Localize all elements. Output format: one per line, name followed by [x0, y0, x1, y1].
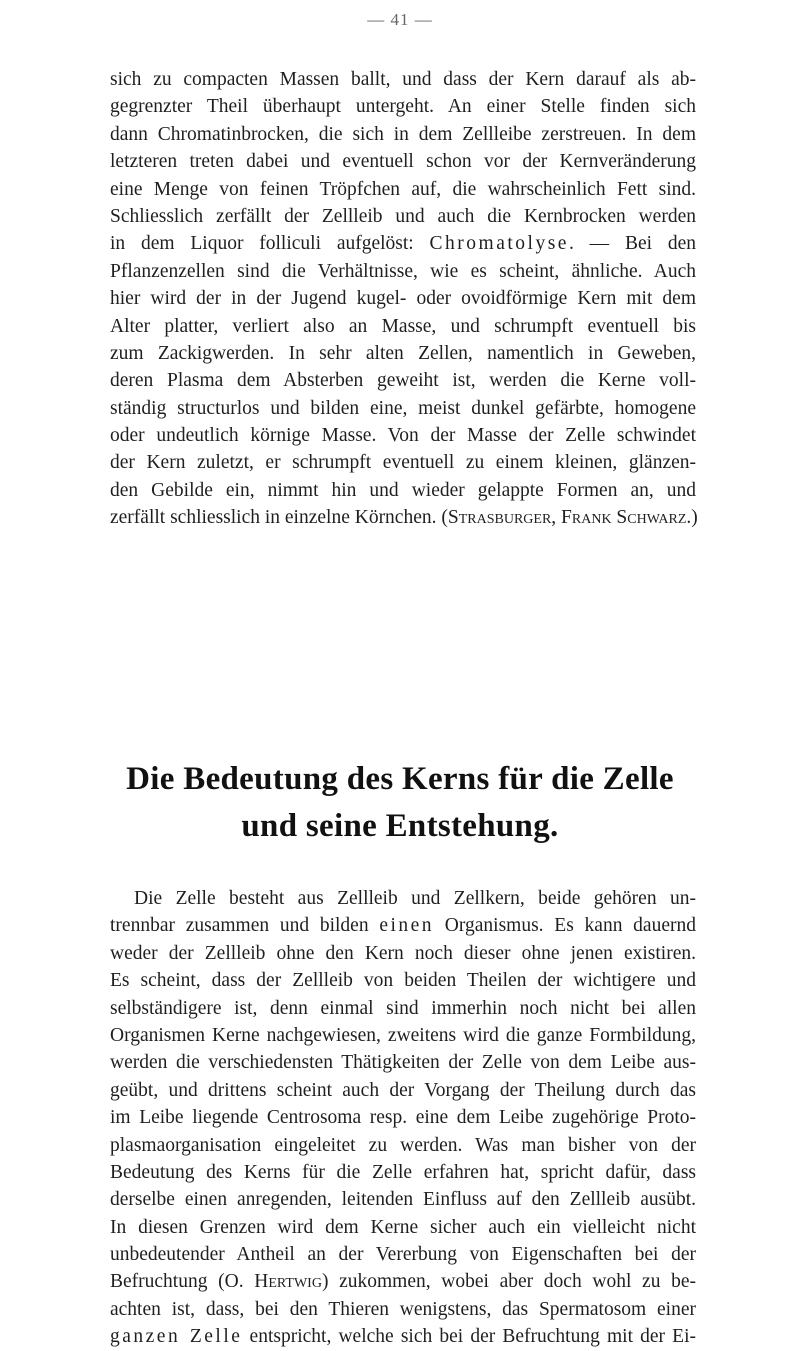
- text-line: der Kern zuletzt, er schrumpft eventuell zu einem kleinen, glänzen-: [110, 452, 696, 474]
- text-line: Organismen Kerne nachgewiesen, zweitens wird die ganze Formbildung,: [110, 1024, 696, 1046]
- text-line: [110, 1268, 696, 1295]
- text-line: Die Zelle besteht aus Zellleib und Zellkern, beide gehören un-: [134, 888, 696, 909]
- page-number-value: 41: [390, 10, 410, 29]
- text-segment: in dem Liquor folliculi aufgelöst:: [110, 233, 430, 255]
- section-heading-continued: und seine Entstehung.: [241, 808, 559, 844]
- text-line: unbedeutender Antheil an der Vererbung von Eigenschaften bei der: [110, 1244, 696, 1266]
- text-line: sich zu compacten Massen ballt, und dass der Kern darauf als ab-: [110, 69, 696, 90]
- text-line: geübt, und drittens scheint auch der Vorgang der Theilung durch das: [110, 1079, 696, 1101]
- text-segment: trennbar zusammen und bilden: [110, 915, 380, 937]
- text-line: Bedeutung des Kerns für die Zelle erfahren hat, spricht dafür, dass: [110, 1161, 696, 1183]
- text-line: [110, 912, 696, 939]
- text-line: werden die verschiedensten Thätigkeiten der Zelle von dem Leibe aus-: [110, 1052, 696, 1074]
- text-line: dann Chromatinbrocken, die sich in dem Zellleibe zerstreuen. In dem: [110, 123, 696, 145]
- page-number: — 41 —: [367, 10, 433, 29]
- text-line: Schliesslich zerfällt der Zellleib und auch die Kernbrocken werden: [110, 205, 696, 227]
- text-line: letzteren treten dabei und eventuell schon vor der Kernveränderung: [110, 151, 696, 173]
- text-line: Pflanzenzellen sind die Verhältnisse, wie es scheint, ähnliche. Auch: [110, 260, 696, 282]
- text-line: selbständigere ist, denn einmal sind immerhin noch nicht bei allen: [110, 997, 696, 1019]
- text-line: eine Menge von feinen Tröpfchen auf, die wahrscheinlich Fett sind.: [110, 178, 696, 200]
- text-line: [110, 230, 696, 257]
- text-line: derselbe einen anregenden, leitenden Einfluss auf den Zellleib ausübt.: [110, 1189, 696, 1211]
- emphasized-term: einen: [379, 915, 435, 937]
- section-heading: Die Bedeutung des Kerns für die Zelle: [126, 761, 674, 797]
- text-segment: Organismus. Es kann dauernd: [434, 915, 696, 937]
- text-line: den Gebilde ein, nimmt hin und wieder gelappte Formen an, und: [110, 479, 696, 501]
- citation-authors: Strasburger, Frank Schwarz: [447, 507, 687, 529]
- text-segment: . — Bei den: [568, 233, 696, 255]
- text-line: Alter platter, verliert also an Masse, und schrumpft eventuell bis: [110, 315, 696, 337]
- text-segment: Befruchtung (: [110, 1271, 225, 1293]
- text-line: im Leibe liegende Centrosoma resp. eine dem Leibe zugehörige Proto-: [110, 1107, 696, 1129]
- text-line: plasmaorganisation eingeleitet zu werden. Was man bisher von der: [110, 1134, 696, 1156]
- text-line: achten ist, dass, bei den Thieren wenigstens, das Spermatosom einer: [110, 1298, 696, 1320]
- text-line: Es scheint, dass der Zellleib von beiden Theilen der wichtigere und: [110, 970, 696, 992]
- text-line: oder undeutlich körnige Masse. Von der Masse der Zelle schwindet: [110, 425, 696, 447]
- emphasized-term: ganzen Zelle: [110, 1326, 243, 1348]
- text-segment: ) zukommen, wobei aber doch wohl zu be-: [321, 1271, 696, 1293]
- paragraph-cell-and-nucleus: [110, 885, 696, 1351]
- text-line: [110, 1323, 696, 1350]
- text-line: hier wird der in der Jugend kugel- oder ovoidförmige Kern mit dem: [110, 288, 696, 310]
- text-line: zum Zackigwerden. In sehr alten Zellen, namentlich in Geweben,: [110, 342, 696, 364]
- text-line: In diesen Grenzen wird dem Kerne sicher auch ein vielleicht nicht: [110, 1216, 696, 1238]
- paragraph-chromatolysis: [110, 66, 696, 532]
- text-line: gegrenzter Theil überhaupt untergeht. An einer Stelle finden sich: [110, 96, 696, 118]
- text-line: ständig structurlos und bilden eine, meist dunkel gefärbte, homogene: [110, 397, 696, 419]
- text-segment: entspricht, welche sich bei der Befruchtung mit der Ei-: [242, 1326, 696, 1348]
- text-line: deren Plasma dem Absterben geweiht ist, werden die Kerne voll-: [110, 370, 696, 392]
- text-line: weder der Zellleib ohne den Kern noch dieser ohne jenen existiren.: [110, 942, 696, 964]
- text-segment: .): [686, 507, 698, 529]
- citation-author: O. Hertwig: [224, 1271, 322, 1293]
- emphasized-term: Chromatolyse: [429, 233, 569, 255]
- text-segment: zerfällt schliesslich in einzelne Körnchen. (: [110, 507, 448, 529]
- text-line: [110, 504, 696, 531]
